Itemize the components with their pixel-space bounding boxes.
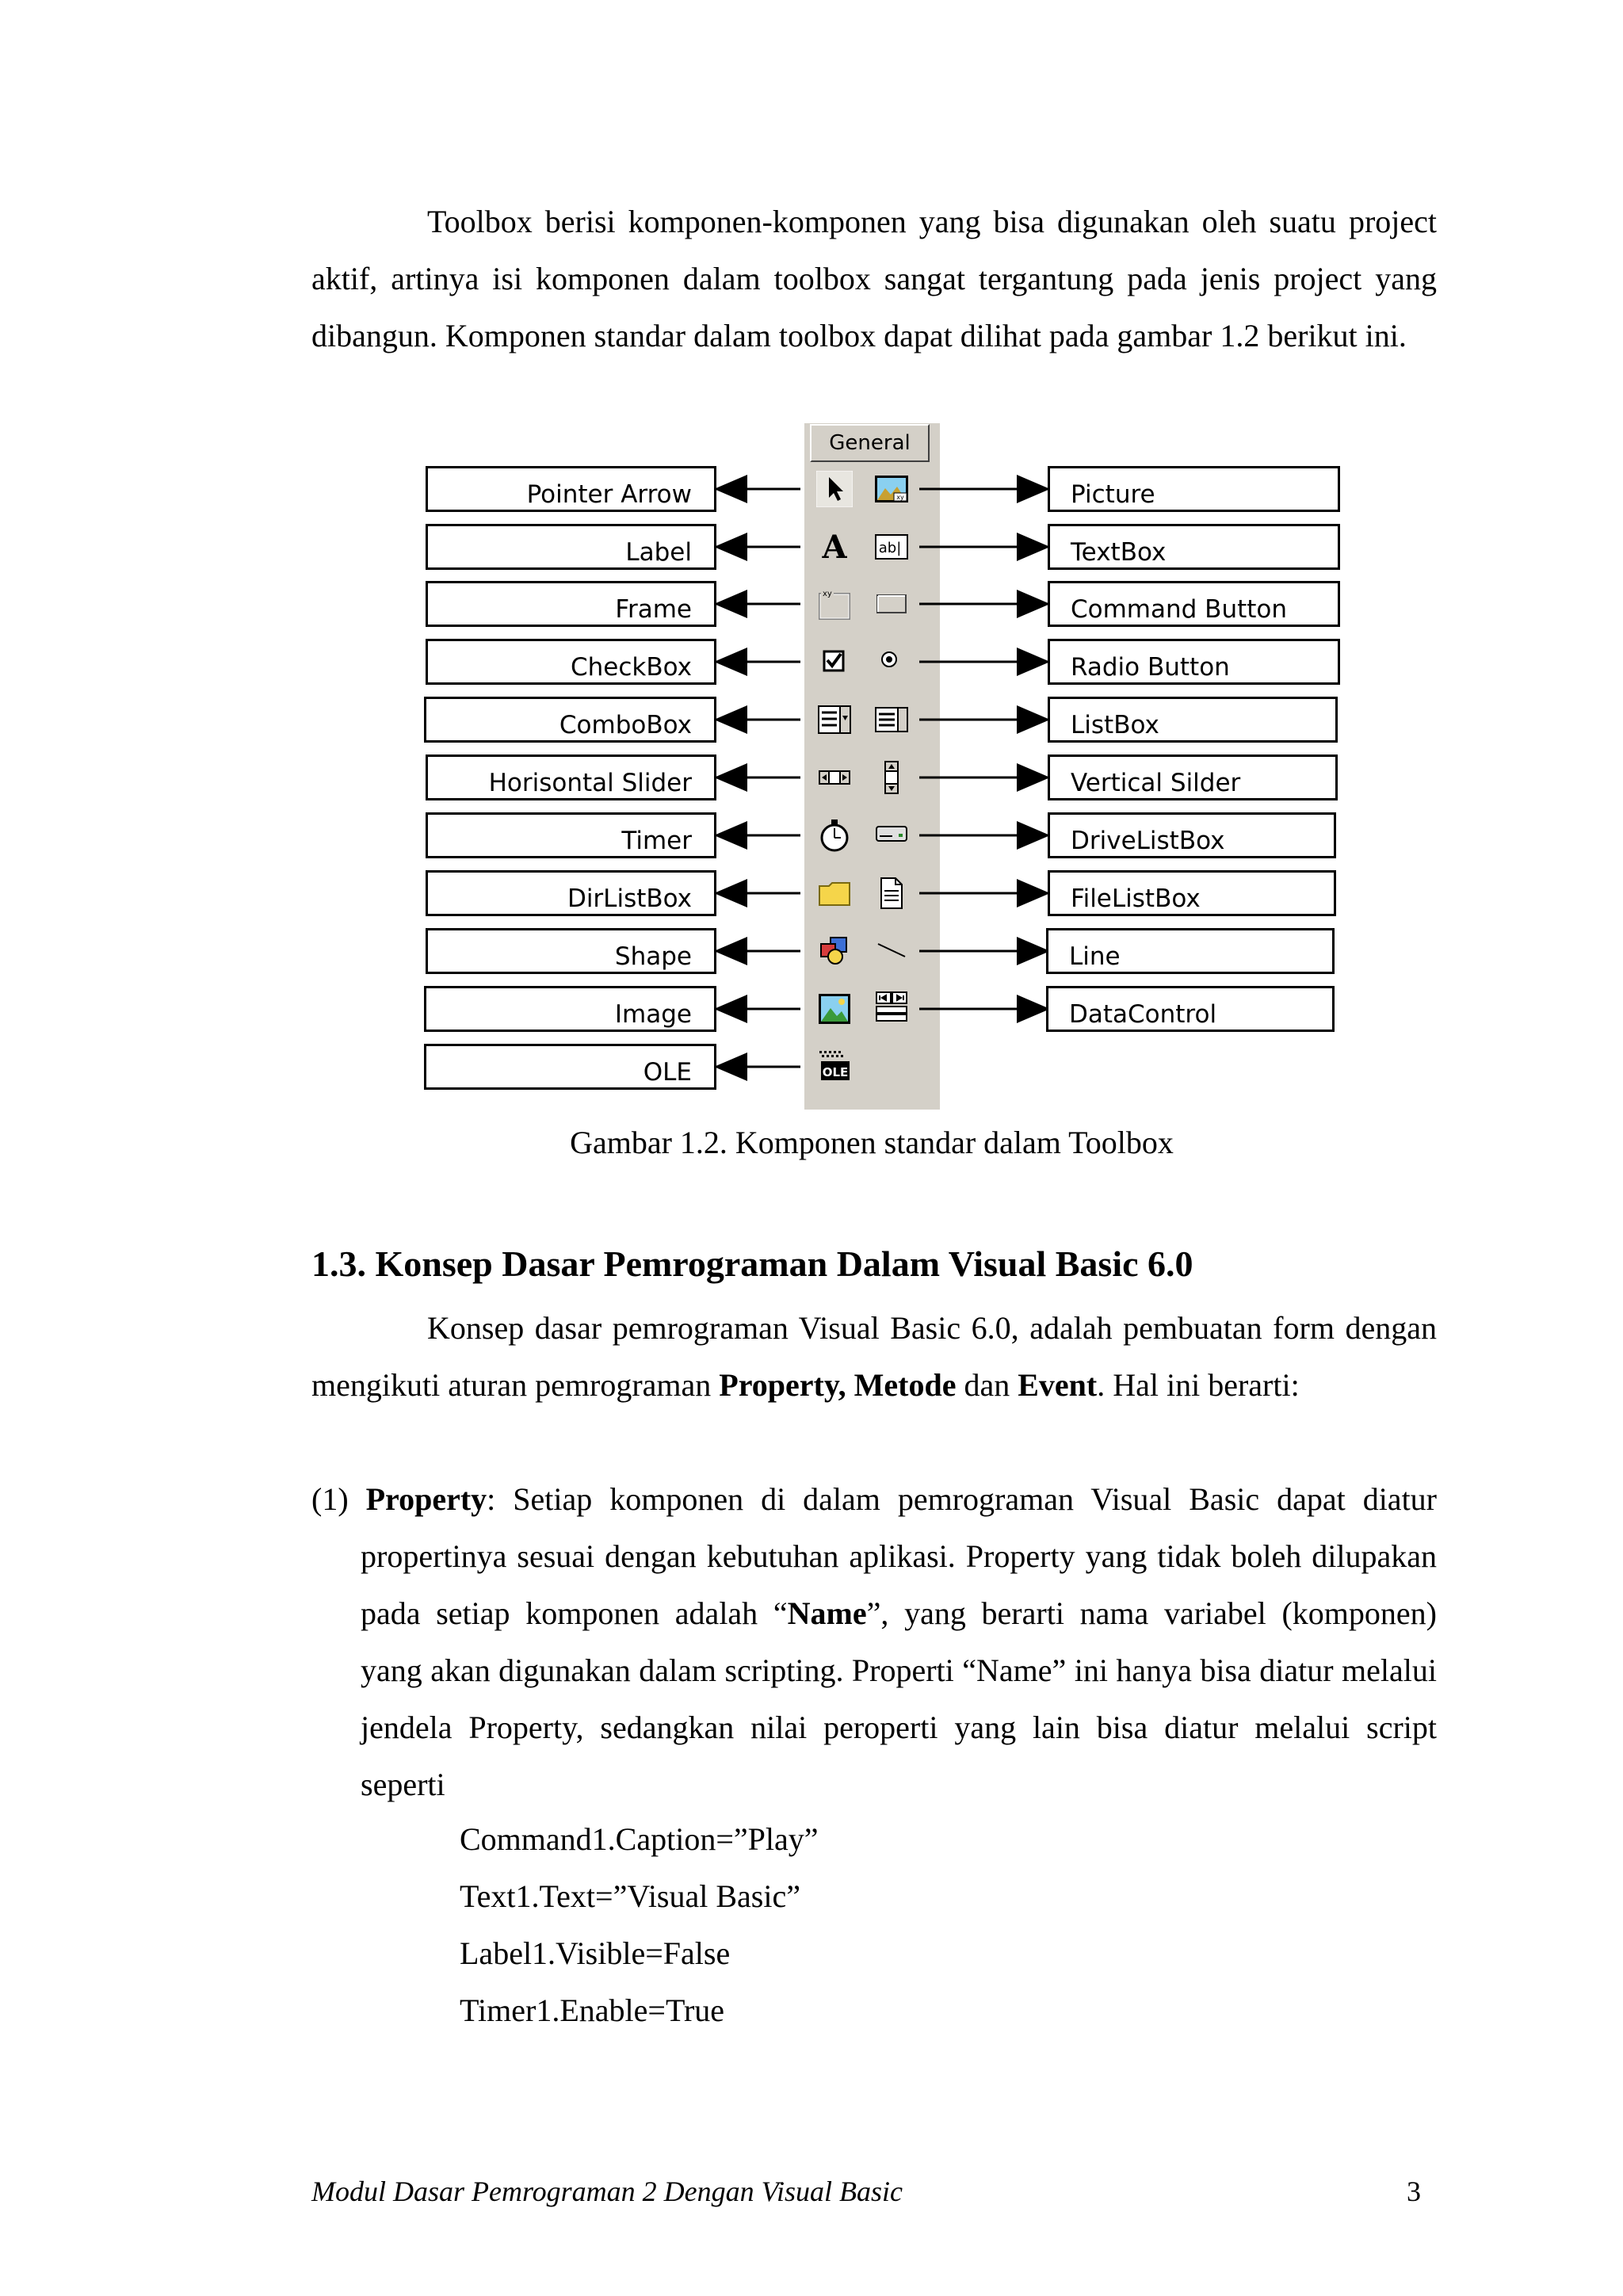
label-datacontrol: DataControl [1046,986,1335,1032]
ole-icon[interactable] [816,1049,853,1085]
radio-button-icon[interactable] [873,644,910,680]
label-line: Line [1046,928,1335,974]
svg-text:OLE: OLE [822,1065,849,1079]
svg-text:xy: xy [823,590,832,598]
listbox-icon[interactable] [873,701,910,738]
label-timer: Timer [426,812,716,858]
label-textbox: TextBox [1048,524,1340,570]
label-label: Label [426,524,716,570]
code-line: Command1.Caption=”Play” [460,1821,819,1857]
label-pointer-arrow: Pointer Arrow [426,466,716,512]
textbox-icon[interactable] [873,529,910,565]
page-number: 3 [1407,2176,1421,2207]
figure-caption: Gambar 1.2. Komponen standar dalam Toolbox [570,1125,1174,1160]
property-list [311,1471,1437,1813]
code-line: Text1.Text=”Visual Basic” [460,1878,800,1914]
shape-icon[interactable] [816,933,853,969]
svg-text:ab|: ab| [878,540,902,556]
label-drivelistbox: DriveListBox [1048,812,1336,858]
label-icon[interactable] [816,529,853,565]
label-combobox: ComboBox [424,697,716,743]
picture-icon[interactable] [873,471,910,507]
checkbox-icon[interactable] [816,644,853,680]
list-item: (1) Property: Setiap komponen di dalam pemrograman Visual Basic dapat diatur propertinya sesuai dengan kebutuhan aplikasi. Property yang tidak boleh dilupakan pada setiap komponen adalah “Name”, yang berarti nama variabel (komponen) yang akan digunakan dalam scripting. Properti “Name” ini hanya bisa diatur melalui jendela Property, sedangkan nilai peroperti yang lain bisa diatur melalui script seperti [311,1481,1437,1802]
label-filelistbox: FileListBox [1048,870,1336,916]
vertical-scrollbar-icon[interactable] [873,759,910,796]
filelistbox-icon[interactable] [873,875,910,911]
intro-paragraph: Toolbox berisi komponen-komponen yang bisa digunakan oleh suatu project aktif, artinya isi komponen dalam toolbox sangat tergantung pada jenis project yang dibangun. Komponen standar dalam toolbox dapat dilihat pada gambar 1.2 berikut ini. [311,204,1437,353]
label-picture: Picture [1048,466,1340,512]
label-radio-button: Radio Button [1048,639,1340,685]
horizontal-scrollbar-icon[interactable] [816,759,853,796]
label-horisontal-slider: Horisontal Slider [426,755,716,800]
label-dirlistbox: DirListBox [426,870,716,916]
image-icon[interactable] [816,991,853,1027]
toolbox-tab-general: General [810,424,930,462]
drivelistbox-icon[interactable] [873,817,910,854]
code-line: Timer1.Enable=True [460,1992,725,2028]
label-checkbox: CheckBox [426,639,716,685]
label-shape: Shape [426,928,716,974]
label-vertical-silder: Vertical Silder [1048,755,1338,800]
label-listbox: ListBox [1048,697,1338,743]
svg-text:xy: xy [896,494,904,501]
page-footer [311,2175,1421,2208]
label-command-button: Command Button [1048,581,1340,627]
concept-paragraph: Konsep dasar pemrograman Visual Basic 6.0, adalah pembuatan form dengan mengikuti aturan pemrograman Property, Metode dan Event. Hal ini berarti: [311,1310,1437,1403]
line-icon[interactable] [873,933,910,969]
data-control-icon[interactable] [873,991,910,1027]
frame-icon[interactable] [816,586,853,622]
timer-icon[interactable] [816,817,853,854]
section-heading: 1.3. Konsep Dasar Pemrograman Dalam Visual Basic 6.0 [311,1244,1193,1284]
code-line: Label1.Visible=False [460,1935,731,1971]
command-button-icon[interactable] [873,586,910,622]
label-frame: Frame [426,581,716,627]
label-image: Image [424,986,716,1032]
dirlistbox-icon[interactable] [816,875,853,911]
svg-text:A: A [822,529,847,565]
combobox-icon[interactable] [816,701,853,738]
code-example [460,1811,819,2039]
label-ole: OLE [424,1044,716,1090]
footer-title: Modul Dasar Pemrograman 2 Dengan Visual Basic [311,2176,903,2207]
pointer-arrow-icon[interactable] [816,471,853,507]
